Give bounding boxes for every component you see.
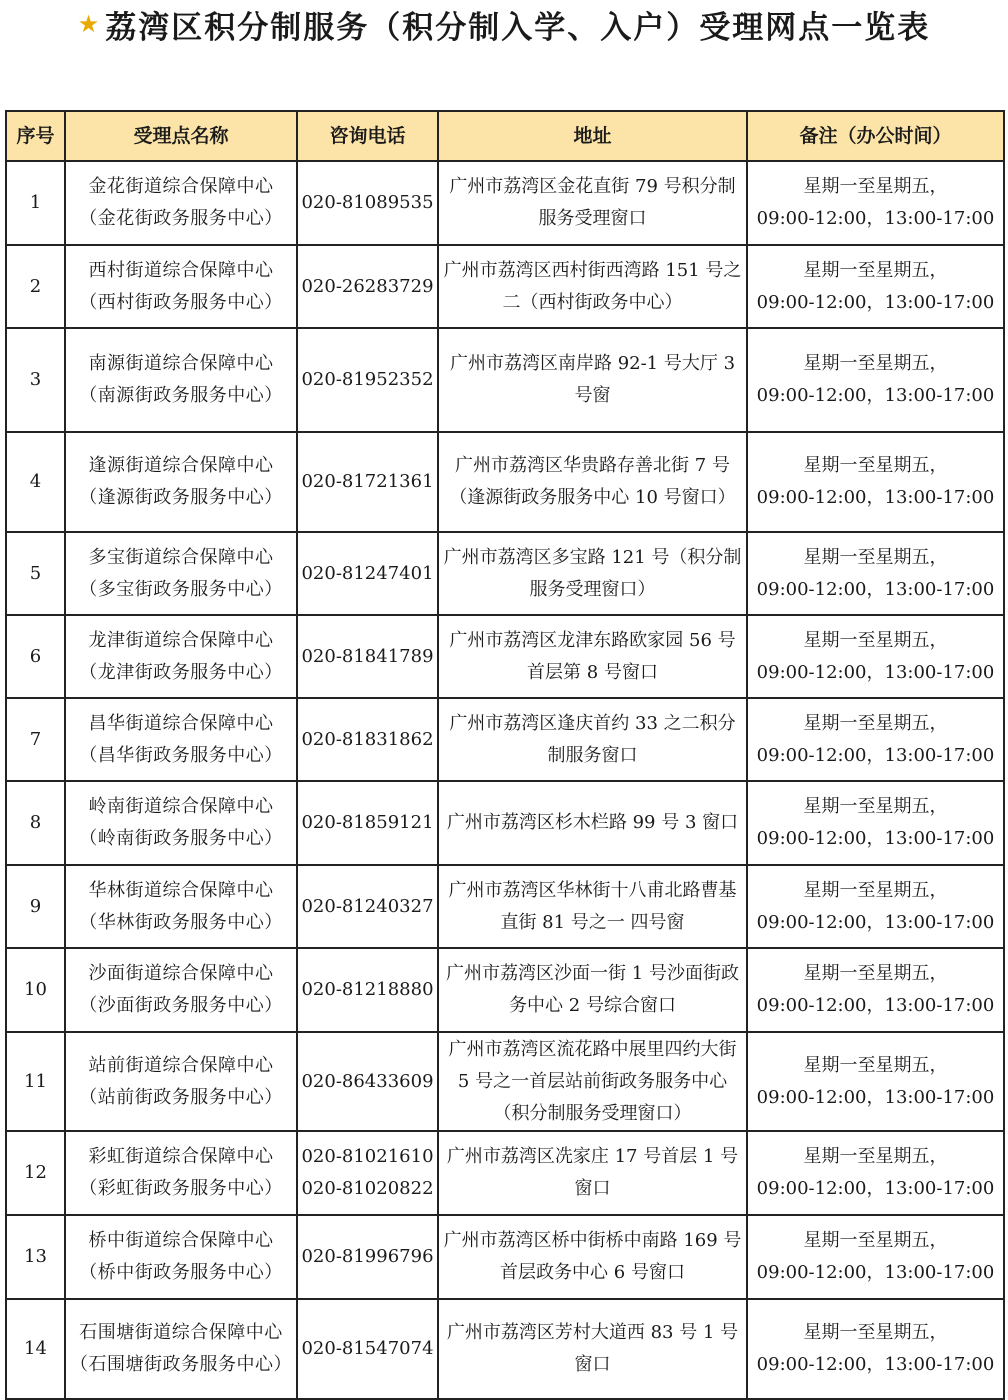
office-hours-line: 09:00-12:00，13:00-17:00: [756, 291, 995, 313]
address-cell: 广州市荔湾区流花路中展里四约大街 5 号之一首层站前街政务服务中心（积分制服务受理窗口）: [438, 1032, 747, 1131]
col-header-address: 地址: [438, 111, 747, 161]
table-row: [6, 698, 1004, 781]
office-hours-line: 星期一至星期五，: [803, 963, 948, 984]
address-cell: 广州市荔湾区西村街西湾路 151 号之二（西村街政务中心）: [438, 245, 747, 328]
address-cell: 广州市荔湾区逢庆首约 33 之二积分制服务窗口: [438, 698, 747, 781]
office-hours-line: 09:00-12:00，13:00-17:00: [756, 578, 995, 600]
row-number-cell: 8: [6, 781, 65, 865]
phone-number: 020-81859121: [301, 812, 434, 833]
service-point-name-line: （岭南街政务服务中心）: [79, 828, 283, 849]
office-hours-cell: [747, 1215, 1004, 1299]
service-point-name-line: （站前街政务服务中心）: [79, 1086, 283, 1108]
office-hours-line: 星期一至星期五，: [803, 1054, 948, 1076]
service-point-name-line: 石围塘街道综合保障中心: [79, 1322, 283, 1343]
service-points-table: [5, 110, 1005, 1400]
office-hours-cell: [747, 532, 1004, 615]
service-point-name-line: 西村街道综合保障中心: [88, 259, 274, 281]
table-row: [6, 432, 1004, 532]
service-point-name-line: （桥中街政务服务中心）: [79, 1262, 283, 1283]
office-hours-cell: [747, 1032, 1004, 1131]
address-cell: 广州市荔湾区多宝路 121 号（积分制服务受理窗口）: [438, 532, 747, 615]
phone-number: 020-81831862: [301, 728, 434, 750]
col-header-hours: 备注（办公时间）: [747, 111, 1004, 161]
office-hours-line: 09:00-12:00，13:00-17:00: [756, 487, 995, 508]
row-number-cell: 6: [6, 615, 65, 698]
col-header-no: 序号: [6, 111, 65, 161]
star-icon: ★: [77, 10, 100, 38]
phone-cell: [297, 328, 438, 432]
phone-cell: [297, 948, 438, 1032]
table-row: [6, 245, 1004, 328]
office-hours-cell: [747, 432, 1004, 532]
office-hours-line: 星期一至星期五，: [803, 353, 948, 374]
office-hours-line: 星期一至星期五，: [803, 1146, 948, 1167]
service-point-name-line: 桥中街道综合保障中心: [88, 1230, 274, 1251]
service-point-name-cell: [65, 1299, 297, 1399]
service-point-name-line: （沙面街政务服务中心）: [79, 995, 283, 1016]
phone-number: 020-81218880: [301, 979, 434, 1000]
office-hours-line: 09:00-12:00，13:00-17:00: [756, 744, 995, 766]
service-point-name-line: 南源街道综合保障中心: [88, 353, 274, 374]
address-cell: 广州市荔湾区芳村大道西 83 号 1 号窗口: [438, 1299, 747, 1399]
service-point-name-line: （昌华街政务服务中心）: [79, 744, 283, 766]
table-row: [6, 781, 1004, 865]
office-hours-cell: [747, 615, 1004, 698]
table-row: [6, 1299, 1004, 1399]
office-hours-cell: [747, 865, 1004, 948]
address-cell: 广州市荔湾区金花直街 79 号积分制服务受理窗口: [438, 161, 747, 245]
service-point-name-cell: [65, 1032, 297, 1131]
phone-number: 020-81547074: [301, 1338, 434, 1359]
service-point-name-line: （西村街政务服务中心）: [79, 291, 283, 313]
office-hours-line: 星期一至星期五，: [803, 712, 948, 734]
phone-number: 020-81952352: [301, 369, 434, 390]
phone-cell: [297, 865, 438, 948]
office-hours-line: 09:00-12:00，13:00-17:00: [756, 1262, 995, 1283]
phone-cell: [297, 432, 438, 532]
phone-cell: [297, 532, 438, 615]
table-row: [6, 328, 1004, 432]
title-text: 荔湾区积分制服务（积分制入学、入户）受理网点一览表: [105, 9, 931, 46]
phone-number: 020-81247401: [301, 562, 434, 584]
phone-number: 020-81996796: [301, 1246, 434, 1267]
row-number-cell: 11: [6, 1032, 65, 1131]
office-hours-line: 星期一至星期五，: [803, 879, 948, 901]
phone-cell: [297, 245, 438, 328]
phone-number: 020-86433609: [301, 1070, 434, 1092]
address-cell: 广州市荔湾区冼家庄 17 号首层 1 号窗口: [438, 1131, 747, 1215]
table-row: [6, 161, 1004, 245]
office-hours-cell: [747, 245, 1004, 328]
office-hours-line: 星期一至星期五，: [803, 1322, 948, 1343]
office-hours-cell: [747, 781, 1004, 865]
table-row: [6, 948, 1004, 1032]
office-hours-line: 09:00-12:00，13:00-17:00: [756, 911, 995, 933]
service-point-name-cell: [65, 865, 297, 948]
service-point-name-cell: [65, 161, 297, 245]
phone-number: 020-81089535: [301, 192, 434, 213]
service-point-name-line: （华林街政务服务中心）: [79, 911, 283, 933]
address-cell: 广州市荔湾区杉木栏路 99 号 3 窗口: [438, 781, 747, 865]
service-point-name-line: 华林街道综合保障中心: [88, 879, 274, 901]
table-row: [6, 615, 1004, 698]
office-hours-line: 09:00-12:00，13:00-17:00: [756, 661, 995, 683]
col-header-phone: 咨询电话: [297, 111, 438, 161]
address-cell: 广州市荔湾区沙面一街 1 号沙面街政务中心 2 号综合窗口: [438, 948, 747, 1032]
office-hours-line: 09:00-12:00，13:00-17:00: [756, 1178, 995, 1199]
office-hours-line: 星期一至星期五，: [803, 259, 948, 281]
service-point-name-line: 金花街道综合保障中心: [88, 176, 274, 197]
office-hours-line: 星期一至星期五，: [803, 796, 948, 817]
row-number-cell: 3: [6, 328, 65, 432]
address-cell: 广州市荔湾区龙津东路欧家园 56 号首层第 8 号窗口: [438, 615, 747, 698]
table-row: [6, 532, 1004, 615]
phone-cell: [297, 161, 438, 245]
address-cell: 广州市荔湾区桥中街桥中南路 169 号首层政务中心 6 号窗口: [438, 1215, 747, 1299]
office-hours-line: 09:00-12:00，13:00-17:00: [756, 385, 995, 406]
header-row: [6, 111, 1004, 161]
service-point-name-line: （逢源街政务服务中心）: [79, 487, 283, 508]
table-row: [6, 865, 1004, 948]
col-header-name: 受理点名称: [65, 111, 297, 161]
table-body: [6, 161, 1004, 1399]
address-cell: 广州市荔湾区华贵路存善北街 7 号（逢源街政务服务中心 10 号窗口）: [438, 432, 747, 532]
row-number-cell: 9: [6, 865, 65, 948]
row-number-cell: 13: [6, 1215, 65, 1299]
service-point-name-line: （石围塘街政务服务中心）: [70, 1354, 292, 1375]
office-hours-line: 09:00-12:00，13:00-17:00: [756, 828, 995, 849]
row-number-cell: 12: [6, 1131, 65, 1215]
service-point-name-cell: [65, 1215, 297, 1299]
office-hours-cell: [747, 1299, 1004, 1399]
service-point-name-line: （龙津街政务服务中心）: [79, 661, 283, 683]
service-point-name-line: （金花街政务服务中心）: [79, 208, 283, 229]
phone-cell: [297, 1215, 438, 1299]
office-hours-cell: [747, 328, 1004, 432]
service-point-name-line: 逢源街道综合保障中心: [88, 455, 274, 476]
row-number-cell: 4: [6, 432, 65, 532]
document-title: [0, 0, 1008, 48]
phone-number: 020-81021610: [301, 1146, 434, 1167]
office-hours-cell: [747, 161, 1004, 245]
phone-cell: [297, 698, 438, 781]
service-point-name-line: （南源街政务服务中心）: [79, 385, 283, 406]
office-hours-line: 星期一至星期五，: [803, 455, 948, 476]
row-number-cell: 5: [6, 532, 65, 615]
phone-number: 020-81841789: [301, 645, 434, 667]
phone-number: 020-81020822: [301, 1178, 434, 1199]
phone-number: 020-81721361: [301, 471, 434, 492]
table-row: [6, 1215, 1004, 1299]
phone-cell: [297, 1131, 438, 1215]
service-point-name-cell: [65, 245, 297, 328]
service-point-name-line: 多宝街道综合保障中心: [88, 546, 274, 568]
service-point-name-cell: [65, 948, 297, 1032]
service-point-name-line: 站前街道综合保障中心: [88, 1054, 274, 1076]
office-hours-cell: [747, 948, 1004, 1032]
office-hours-line: 星期一至星期五，: [803, 1230, 948, 1251]
service-point-name-cell: [65, 698, 297, 781]
office-hours-line: 星期一至星期五，: [803, 629, 948, 651]
service-point-name-cell: [65, 328, 297, 432]
service-point-name-line: 彩虹街道综合保障中心: [88, 1146, 274, 1167]
address-cell: 广州市荔湾区华林街十八甫北路曹基直街 81 号之一 四号窗: [438, 865, 747, 948]
service-point-name-line: 龙津街道综合保障中心: [88, 629, 274, 651]
office-hours-line: 09:00-12:00，13:00-17:00: [756, 208, 995, 229]
row-number-cell: 10: [6, 948, 65, 1032]
office-hours-line: 09:00-12:00，13:00-17:00: [756, 995, 995, 1016]
row-number-cell: 2: [6, 245, 65, 328]
phone-cell: [297, 615, 438, 698]
service-point-name-cell: [65, 432, 297, 532]
phone-number: 020-81240327: [301, 895, 434, 917]
phone-cell: [297, 1032, 438, 1131]
service-point-name-line: （多宝街政务服务中心）: [79, 578, 283, 600]
service-point-name-cell: [65, 781, 297, 865]
service-point-name-line: 沙面街道综合保障中心: [88, 963, 274, 984]
office-hours-line: 09:00-12:00，13:00-17:00: [756, 1086, 995, 1108]
phone-cell: [297, 1299, 438, 1399]
office-hours-line: 星期一至星期五，: [803, 546, 948, 568]
office-hours-cell: [747, 1131, 1004, 1215]
address-cell: 广州市荔湾区南岸路 92-1 号大厅 3 号窗: [438, 328, 747, 432]
table-row: [6, 1131, 1004, 1215]
row-number-cell: 14: [6, 1299, 65, 1399]
row-number-cell: 1: [6, 161, 65, 245]
phone-number: 020-26283729: [301, 275, 434, 297]
service-point-name-line: 岭南街道综合保障中心: [88, 796, 274, 817]
service-point-name-cell: [65, 1131, 297, 1215]
phone-cell: [297, 781, 438, 865]
service-point-name-cell: [65, 615, 297, 698]
service-point-name-line: 昌华街道综合保障中心: [88, 712, 274, 734]
office-hours-cell: [747, 698, 1004, 781]
office-hours-line: 星期一至星期五，: [803, 176, 948, 197]
office-hours-line: 09:00-12:00，13:00-17:00: [756, 1354, 995, 1375]
service-point-name-line: （彩虹街政务服务中心）: [79, 1178, 283, 1199]
service-point-name-cell: [65, 532, 297, 615]
row-number-cell: 7: [6, 698, 65, 781]
table-row: [6, 1032, 1004, 1131]
